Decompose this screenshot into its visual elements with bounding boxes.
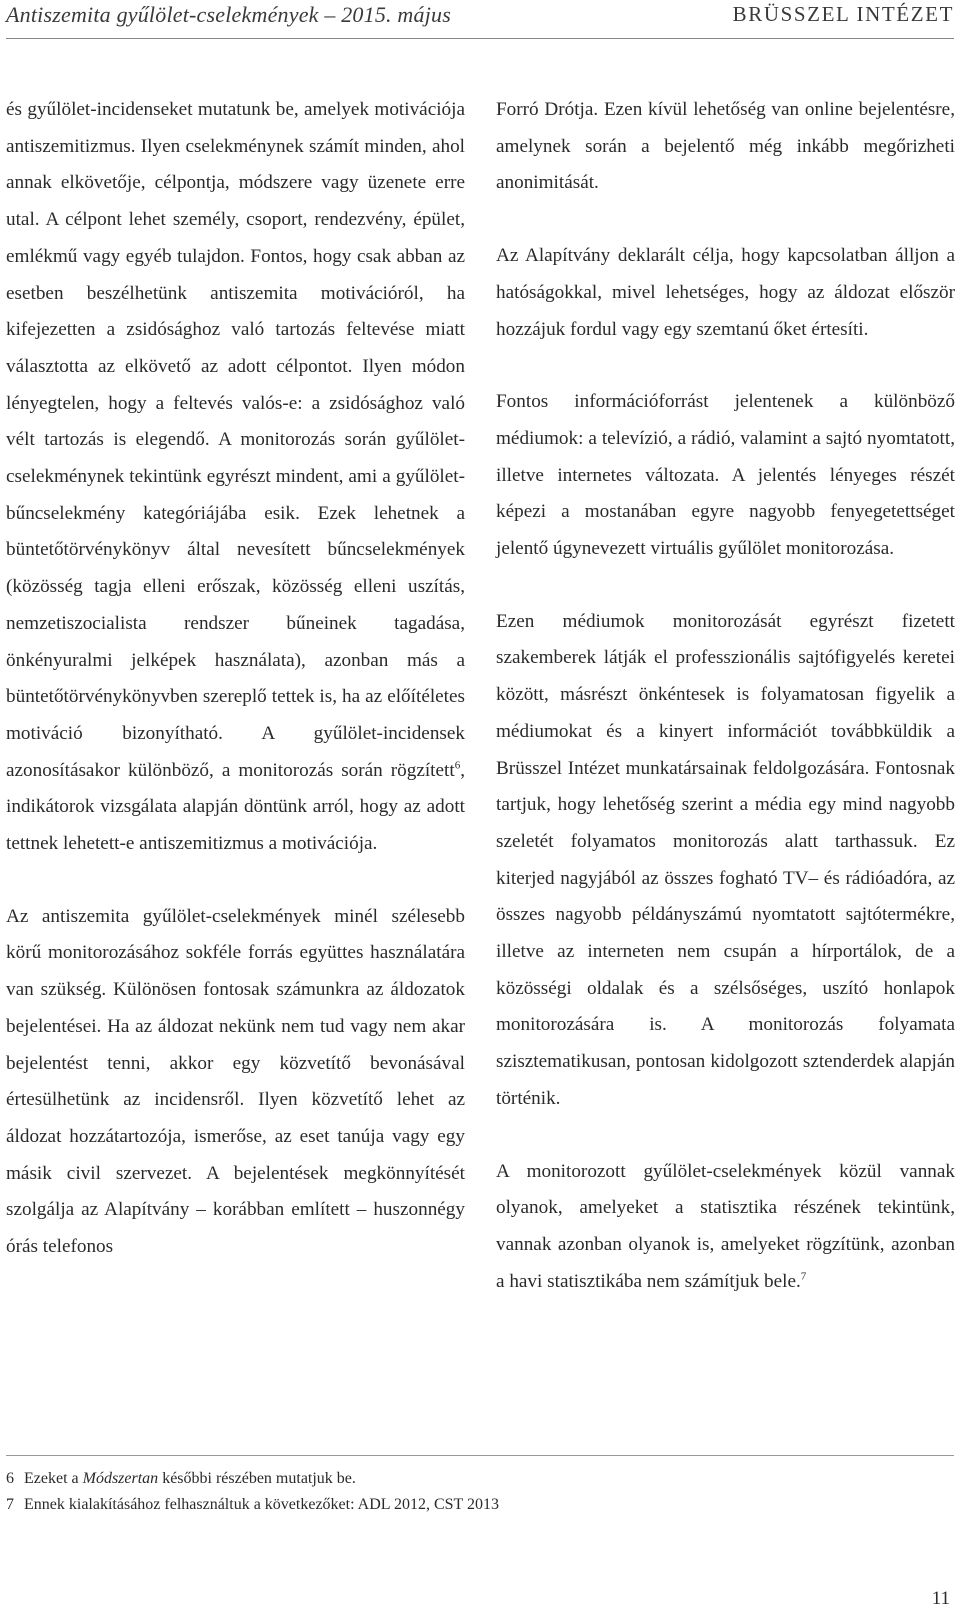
footnote-reference-6[interactable]: 6 (454, 759, 461, 772)
paragraph-text: A monitorozott gyűlölet-cselekmények közül vannak olyanok, amelyeket a statisztika részének tekintünk, vannak azonban olyanok is, amelyeket rögzítünk, azonban a havi statisztikába nem számítjuk bele. (496, 1160, 955, 1292)
paragraph (496, 1154, 955, 1301)
running-header-title: Antiszemita gyűlölet-cselekmények – 2015. május (6, 2, 451, 27)
footnote-reference-7[interactable]: 7 (800, 1270, 807, 1283)
paragraph-text: , indikátorok vizsgálata alapján döntünk arról, hogy az adott tettnek lehetett-e antiszemitizmus a motivációja. (6, 759, 465, 855)
footnote-6 (6, 1466, 954, 1492)
paragraph: Ezen médiumok monitorozását egyrészt fizetett szakemberek látják el professzionális sajtófigyelés keretei között, másrészt önkéntesek is folyamatosan figyelik a médiumokat és a kinyert információt továbbküldik a Brüsszel Intézet munkatársainak feldolgozására. Fontosnak tartjuk, hogy lehetőség szerint a média egy mind nagyobb szeletét folyamatos monitorozás alatt tarthassuk. Ez kiterjed nagyjából az összes fogható TV– és rádióadóra, az összes nagyobb példányszámú nyomtatott sajtótermékre, illetve az interneten nem csupán a hírportálok, de a közösségi oldalak és a szélsőséges, uszító honlapok monitorozására is. A monitorozás folyamata szisztematikusan, pontosan kidolgozott sztenderdek alapján történik. (496, 610, 955, 1109)
running-header (6, 0, 954, 36)
footnotes (6, 1466, 954, 1518)
running-header-publisher: BRÜSSZEL INTÉZET (732, 2, 954, 26)
footnote-text: későbbi részében mutatjuk be. (158, 1470, 356, 1487)
footnote-divider (6, 1455, 954, 1456)
footnote-number: 7 (6, 1496, 14, 1513)
paragraph: Fontos információforrást jelentenek a különböző médiumok: a televízió, a rádió, valamint a sajtó nyomtatott, illetve internetes változata. A jelentés lényeges részét képezi a mostanában egyre nagyobb fenyegetettséget jelentő úgynevezett virtuális gyűlölet monitorozása. (496, 391, 955, 560)
footnote-number: 6 (6, 1470, 14, 1487)
footnote-text: Ennek kialakításához felhasználtuk a következőket: ADL 2012, CST 2013 (24, 1496, 499, 1513)
paragraph: Forró Drótja. Ezen kívül lehetőség van online bejelentésre, amelynek során a bejelentő még inkább megőrizheti anonimitását. (496, 99, 955, 194)
header-divider (6, 38, 954, 39)
right-column (496, 92, 955, 1300)
page-number: 11 (931, 1588, 950, 1609)
footnote-italic-title: Módszertan (82, 1470, 159, 1487)
footnote-text: Ezeket a (24, 1470, 83, 1487)
left-column (6, 92, 465, 1266)
paragraph (6, 92, 465, 863)
footnote-7 (6, 1492, 954, 1518)
paragraph: Az Alapítvány deklarált célja, hogy kapcsolatban álljon a hatóságokkal, mivel lehetséges, hogy az áldozat először hozzájuk fordul vagy egy szemtanú őket értesíti. (496, 245, 955, 340)
paragraph: Az antiszemita gyűlölet-cselekmények minél szélesebb körű monitorozásához sokféle forrás együttes használatára van szükség. Különösen fontosak számunkra az áldozatok bejelentései. Ha az áldozat nekünk nem tud vagy nem akar bejelentést tenni, akkor egy közvetítő bevonásával értesülhetünk az incidensről. Ilyen közvetítő lehet az áldozat hozzátartozója, ismerőse, az eset tanúja vagy egy másik civil szervezet. A bejelentések megkönnyítését szolgálja az Alapítvány – korábban említett – huszonnégy órás telefonos (6, 905, 465, 1258)
paragraph-text: és gyűlölet-incidenseket mutatunk be, amelyek motivációja antiszemitizmus. Ilyen cselekménynek számít minden, ahol annak elkövetője, célpontja, módszere vagy üzenete erre utal. A célpont lehet személy, csoport, rendezvény, épület, emlékmű vagy egyéb tulajdon. Fontos, hogy csak abban az esetben beszélhetünk antiszemita motivációról, ha kifejezetten a zsidósághoz való tartozás feltevése miatt választotta az elkövető az adott célpontot. Ilyen módon lényegtelen, hogy a feltevés valós-e: a zsidósághoz való vélt tartozás is elegendő. A monitorozás során gyűlölet-cselekménynek tekintünk egyrészt mindent, ami a gyűlölet-bűncselekmény kategóriájába esik. Ezek lehetnek a büntetőtörvénykönyv által nevesített bűncselekmények (közösség tagja elleni erőszak, közösség elleni uszítás, nemzetiszocialista rendszer bűneinek tagadása, önkényuralmi jelképek használata), azonban más a büntetőtörvénykönyvben szereplő tettek is, ha az előítéletes motiváció bizonyítható. A gyűlölet-incidensek azonosításakor különböző, a monitorozás során rögzített (6, 99, 465, 781)
